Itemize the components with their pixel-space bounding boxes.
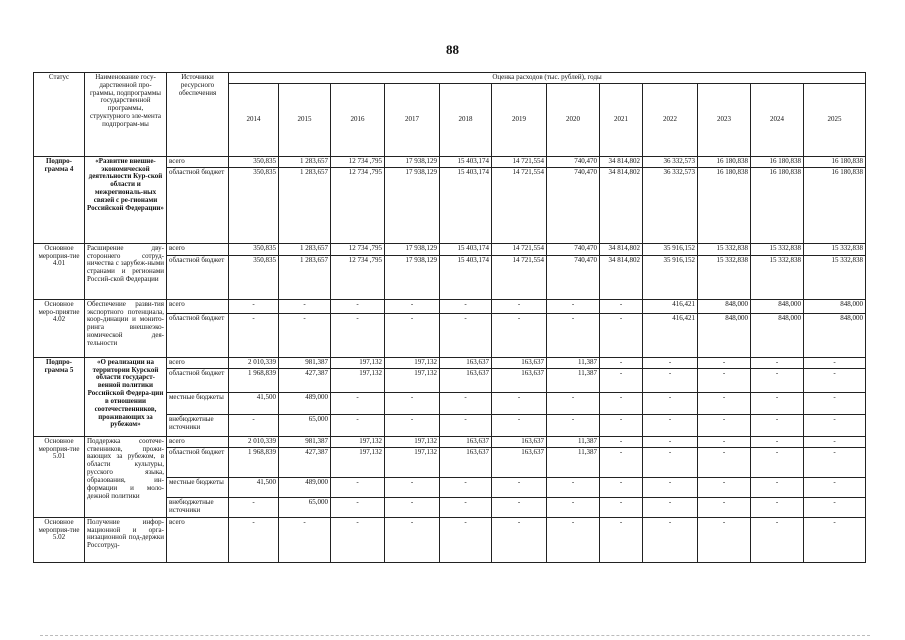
- value-cell: -: [751, 392, 804, 414]
- header-year: 2025: [804, 83, 866, 156]
- value-cell: -: [751, 414, 804, 436]
- value-cell: 848,000: [804, 299, 866, 313]
- value-cell: -: [804, 436, 866, 447]
- value-cell: 848,000: [751, 299, 804, 313]
- value-cell: 197,132: [331, 436, 385, 447]
- value-cell: 740,470: [547, 243, 600, 255]
- value-cell: -: [440, 313, 492, 357]
- value-cell: 41,500: [229, 392, 279, 414]
- value-cell: 1 968,839: [229, 447, 279, 477]
- table-row: [34, 436, 866, 447]
- header-year: 2019: [492, 83, 547, 156]
- source-cell: внебюджетные источники: [167, 497, 229, 517]
- value-cell: -: [804, 392, 866, 414]
- value-cell: -: [331, 497, 385, 517]
- value-cell: -: [804, 497, 866, 517]
- value-cell: -: [385, 299, 440, 313]
- value-cell: -: [600, 436, 643, 447]
- value-cell: 981,387: [279, 436, 331, 447]
- value-cell: -: [600, 477, 643, 497]
- value-cell: -: [600, 447, 643, 477]
- value-cell: -: [440, 477, 492, 497]
- table-row: [34, 243, 866, 255]
- value-cell: -: [492, 299, 547, 313]
- header-year: 2015: [279, 83, 331, 156]
- status-cell: Основное меро-приятие 4.02: [34, 299, 85, 357]
- value-cell: -: [643, 447, 698, 477]
- value-cell: -: [751, 447, 804, 477]
- value-cell: -: [547, 414, 600, 436]
- value-cell: 197,132: [385, 368, 440, 392]
- source-cell: областной бюджет: [167, 368, 229, 392]
- value-cell: 14 721,554: [492, 255, 547, 299]
- value-cell: -: [804, 447, 866, 477]
- value-cell: 41,500: [229, 477, 279, 497]
- value-cell: -: [229, 497, 279, 517]
- value-cell: -: [229, 517, 279, 562]
- value-cell: -: [600, 517, 643, 562]
- value-cell: -: [643, 368, 698, 392]
- value-cell: -: [804, 357, 866, 368]
- value-cell: -: [385, 477, 440, 497]
- source-cell: внебюджетные источники: [167, 414, 229, 436]
- value-cell: -: [440, 299, 492, 313]
- value-cell: 740,470: [547, 156, 600, 167]
- value-cell: 163,637: [492, 368, 547, 392]
- value-cell: 163,637: [492, 357, 547, 368]
- value-cell: -: [698, 368, 751, 392]
- value-cell: -: [229, 414, 279, 436]
- value-cell: 34 814,802: [600, 243, 643, 255]
- value-cell: -: [600, 414, 643, 436]
- value-cell: 34 814,802: [600, 156, 643, 167]
- value-cell: 163,637: [440, 368, 492, 392]
- value-cell: -: [385, 517, 440, 562]
- value-cell: 34 814,802: [600, 167, 643, 243]
- value-cell: 15 332,838: [751, 243, 804, 255]
- value-cell: 848,000: [751, 313, 804, 357]
- program-name-cell: Поддержка соотече-ственников, прожи-вающих за рубежом, в области культуры, русского языка, образования, ин-формации и моло-дежной политики: [85, 436, 167, 517]
- source-cell: областной бюджет: [167, 255, 229, 299]
- value-cell: -: [331, 313, 385, 357]
- value-cell: 163,637: [440, 357, 492, 368]
- value-cell: -: [600, 392, 643, 414]
- value-cell: -: [279, 313, 331, 357]
- value-cell: 12 734 ,795: [331, 255, 385, 299]
- value-cell: -: [440, 497, 492, 517]
- value-cell: 16 180,838: [804, 167, 866, 243]
- value-cell: -: [492, 517, 547, 562]
- value-cell: -: [698, 517, 751, 562]
- source-cell: всего: [167, 517, 229, 562]
- value-cell: 350,835: [229, 156, 279, 167]
- value-cell: 197,132: [385, 447, 440, 477]
- value-cell: 14 721,554: [492, 243, 547, 255]
- value-cell: 1 968,839: [229, 368, 279, 392]
- value-cell: -: [385, 392, 440, 414]
- value-cell: 15 332,838: [698, 243, 751, 255]
- source-cell: всего: [167, 357, 229, 368]
- value-cell: 65,000: [279, 414, 331, 436]
- value-cell: 34 814,802: [600, 255, 643, 299]
- page-number: 88: [446, 42, 459, 57]
- value-cell: 15 332,838: [751, 255, 804, 299]
- value-cell: 16 180,838: [751, 156, 804, 167]
- status-cell: Подпро-грамма 5: [34, 357, 85, 436]
- value-cell: -: [751, 436, 804, 447]
- value-cell: -: [698, 414, 751, 436]
- value-cell: 1 283,657: [279, 243, 331, 255]
- value-cell: -: [229, 299, 279, 313]
- value-cell: 12 734 ,795: [331, 243, 385, 255]
- header-year: 2017: [385, 83, 440, 156]
- value-cell: -: [804, 368, 866, 392]
- source-cell: местные бюджеты: [167, 477, 229, 497]
- value-cell: -: [440, 392, 492, 414]
- value-cell: -: [492, 497, 547, 517]
- source-cell: областной бюджет: [167, 447, 229, 477]
- value-cell: -: [331, 414, 385, 436]
- table-row: [34, 156, 866, 167]
- value-cell: 427,387: [279, 447, 331, 477]
- value-cell: -: [385, 313, 440, 357]
- program-name-cell: Обеспечение разви-тия экспортного потенциала, коор-динации и монито-ринга внешнеэко-номической дея-тельности: [85, 299, 167, 357]
- program-name-cell: «О реализации на территории Курской области государст-венной политики Российской Федера-ции в отношении соотечественников, проживающих за рубежом»: [85, 357, 167, 436]
- value-cell: 14 721,554: [492, 167, 547, 243]
- value-cell: -: [547, 313, 600, 357]
- header-source: Источники ресурсного обеспечения: [167, 73, 229, 157]
- value-cell: 12 734 ,795: [331, 156, 385, 167]
- table-row: [34, 357, 866, 368]
- value-cell: 416,421: [643, 313, 698, 357]
- header-year: 2024: [751, 83, 804, 156]
- value-cell: 350,835: [229, 243, 279, 255]
- value-cell: 427,387: [279, 368, 331, 392]
- value-cell: 740,470: [547, 255, 600, 299]
- value-cell: -: [385, 414, 440, 436]
- source-cell: всего: [167, 156, 229, 167]
- value-cell: 36 332,573: [643, 167, 698, 243]
- value-cell: -: [547, 517, 600, 562]
- program-name-cell: Расширение дву-стороннего сотруд-ничества с зарубеж-ными странами и регионами Россий-ской Федерации: [85, 243, 167, 299]
- source-cell: местные бюджеты: [167, 392, 229, 414]
- value-cell: -: [440, 414, 492, 436]
- value-cell: 2 010,339: [229, 357, 279, 368]
- value-cell: -: [751, 477, 804, 497]
- value-cell: -: [698, 497, 751, 517]
- value-cell: -: [643, 414, 698, 436]
- value-cell: 848,000: [698, 299, 751, 313]
- value-cell: 981,387: [279, 357, 331, 368]
- value-cell: 163,637: [492, 447, 547, 477]
- value-cell: -: [698, 392, 751, 414]
- value-cell: 350,835: [229, 255, 279, 299]
- value-cell: 16 180,838: [698, 156, 751, 167]
- value-cell: -: [643, 477, 698, 497]
- table-row: [34, 299, 866, 313]
- value-cell: -: [492, 313, 547, 357]
- value-cell: -: [279, 517, 331, 562]
- value-cell: -: [600, 357, 643, 368]
- value-cell: -: [643, 497, 698, 517]
- header-year: 2023: [698, 83, 751, 156]
- value-cell: 17 938,129: [385, 167, 440, 243]
- value-cell: -: [600, 368, 643, 392]
- value-cell: 489,000: [279, 392, 331, 414]
- value-cell: 848,000: [804, 313, 866, 357]
- value-cell: 15 403,174: [440, 167, 492, 243]
- scan-edge: [40, 635, 870, 638]
- value-cell: -: [492, 477, 547, 497]
- value-cell: -: [751, 368, 804, 392]
- value-cell: 11,387: [547, 447, 600, 477]
- program-name-cell: Получение инфор-мационной и орга-низационной под-держки Россотруд-: [85, 517, 167, 562]
- value-cell: -: [804, 414, 866, 436]
- status-cell: Основное мероприя-тие 5.01: [34, 436, 85, 517]
- status-cell: Основное мероприя-тие 4.01: [34, 243, 85, 299]
- header-year: 2022: [643, 83, 698, 156]
- table-row: [34, 517, 866, 562]
- value-cell: 163,637: [440, 436, 492, 447]
- source-cell: областной бюджет: [167, 313, 229, 357]
- value-cell: -: [751, 497, 804, 517]
- value-cell: 197,132: [331, 357, 385, 368]
- value-cell: -: [331, 299, 385, 313]
- value-cell: -: [331, 517, 385, 562]
- value-cell: 197,132: [331, 368, 385, 392]
- value-cell: -: [804, 517, 866, 562]
- value-cell: 15 332,838: [698, 255, 751, 299]
- header-estimate: Оценка расходов (тыс. рублей), годы: [229, 73, 866, 84]
- value-cell: -: [440, 517, 492, 562]
- value-cell: 17 938,129: [385, 243, 440, 255]
- value-cell: 163,637: [440, 447, 492, 477]
- value-cell: -: [698, 357, 751, 368]
- value-cell: 35 916,152: [643, 243, 698, 255]
- value-cell: 1 283,657: [279, 167, 331, 243]
- value-cell: -: [751, 517, 804, 562]
- value-cell: 489,000: [279, 477, 331, 497]
- value-cell: -: [600, 313, 643, 357]
- source-cell: всего: [167, 299, 229, 313]
- expenditure-table: [33, 72, 866, 563]
- value-cell: 197,132: [385, 436, 440, 447]
- value-cell: 11,387: [547, 368, 600, 392]
- value-cell: -: [547, 299, 600, 313]
- header-year: 2016: [331, 83, 385, 156]
- value-cell: 11,387: [547, 357, 600, 368]
- value-cell: -: [698, 477, 751, 497]
- header-year: 2014: [229, 83, 279, 156]
- value-cell: -: [751, 357, 804, 368]
- value-cell: 197,132: [331, 447, 385, 477]
- value-cell: -: [643, 517, 698, 562]
- value-cell: -: [279, 299, 331, 313]
- value-cell: -: [698, 436, 751, 447]
- value-cell: 16 180,838: [804, 156, 866, 167]
- value-cell: -: [229, 313, 279, 357]
- value-cell: -: [331, 477, 385, 497]
- value-cell: 17 938,129: [385, 156, 440, 167]
- value-cell: 197,132: [385, 357, 440, 368]
- value-cell: -: [643, 357, 698, 368]
- value-cell: -: [804, 477, 866, 497]
- value-cell: 36 332,573: [643, 156, 698, 167]
- header-year: 2020: [547, 83, 600, 156]
- value-cell: 15 403,174: [440, 243, 492, 255]
- value-cell: 12 734 ,795: [331, 167, 385, 243]
- value-cell: 16 180,838: [698, 167, 751, 243]
- value-cell: 11,387: [547, 436, 600, 447]
- value-cell: -: [492, 414, 547, 436]
- value-cell: -: [492, 392, 547, 414]
- value-cell: 16 180,838: [751, 167, 804, 243]
- value-cell: -: [385, 497, 440, 517]
- value-cell: 350,835: [229, 167, 279, 243]
- value-cell: 163,637: [492, 436, 547, 447]
- value-cell: 17 938,129: [385, 255, 440, 299]
- value-cell: 740,470: [547, 167, 600, 243]
- value-cell: 15 332,838: [804, 243, 866, 255]
- value-cell: 848,000: [698, 313, 751, 357]
- program-name-cell: «Развитие внешне-экономической деятельности Кур-ской области и межрегиональ-ных связей с ре-гионами Российской Федерации»: [85, 156, 167, 243]
- value-cell: 15 332,838: [804, 255, 866, 299]
- value-cell: 35 916,152: [643, 255, 698, 299]
- value-cell: -: [547, 497, 600, 517]
- value-cell: -: [698, 447, 751, 477]
- value-cell: -: [600, 299, 643, 313]
- value-cell: -: [643, 436, 698, 447]
- source-cell: всего: [167, 243, 229, 255]
- value-cell: -: [331, 392, 385, 414]
- value-cell: -: [600, 497, 643, 517]
- source-cell: областной бюджет: [167, 167, 229, 243]
- value-cell: 1 283,657: [279, 255, 331, 299]
- header-status: Статус: [34, 73, 85, 157]
- value-cell: -: [547, 392, 600, 414]
- value-cell: -: [643, 392, 698, 414]
- source-cell: всего: [167, 436, 229, 447]
- value-cell: 65,000: [279, 497, 331, 517]
- header-year: 2018: [440, 83, 492, 156]
- header-name: Наименование госу-дарственной про-граммы, подпрограммы государственной программы, структурного эле-мента подпрограм-мы: [85, 73, 167, 157]
- header-year: 2021: [600, 83, 643, 156]
- value-cell: 2 010,339: [229, 436, 279, 447]
- status-cell: Подпро-грамма 4: [34, 156, 85, 243]
- value-cell: 1 283,657: [279, 156, 331, 167]
- status-cell: Основное мероприя-тие 5.02: [34, 517, 85, 562]
- value-cell: -: [547, 477, 600, 497]
- value-cell: 15 403,174: [440, 156, 492, 167]
- value-cell: 416,421: [643, 299, 698, 313]
- value-cell: 15 403,174: [440, 255, 492, 299]
- value-cell: 14 721,554: [492, 156, 547, 167]
